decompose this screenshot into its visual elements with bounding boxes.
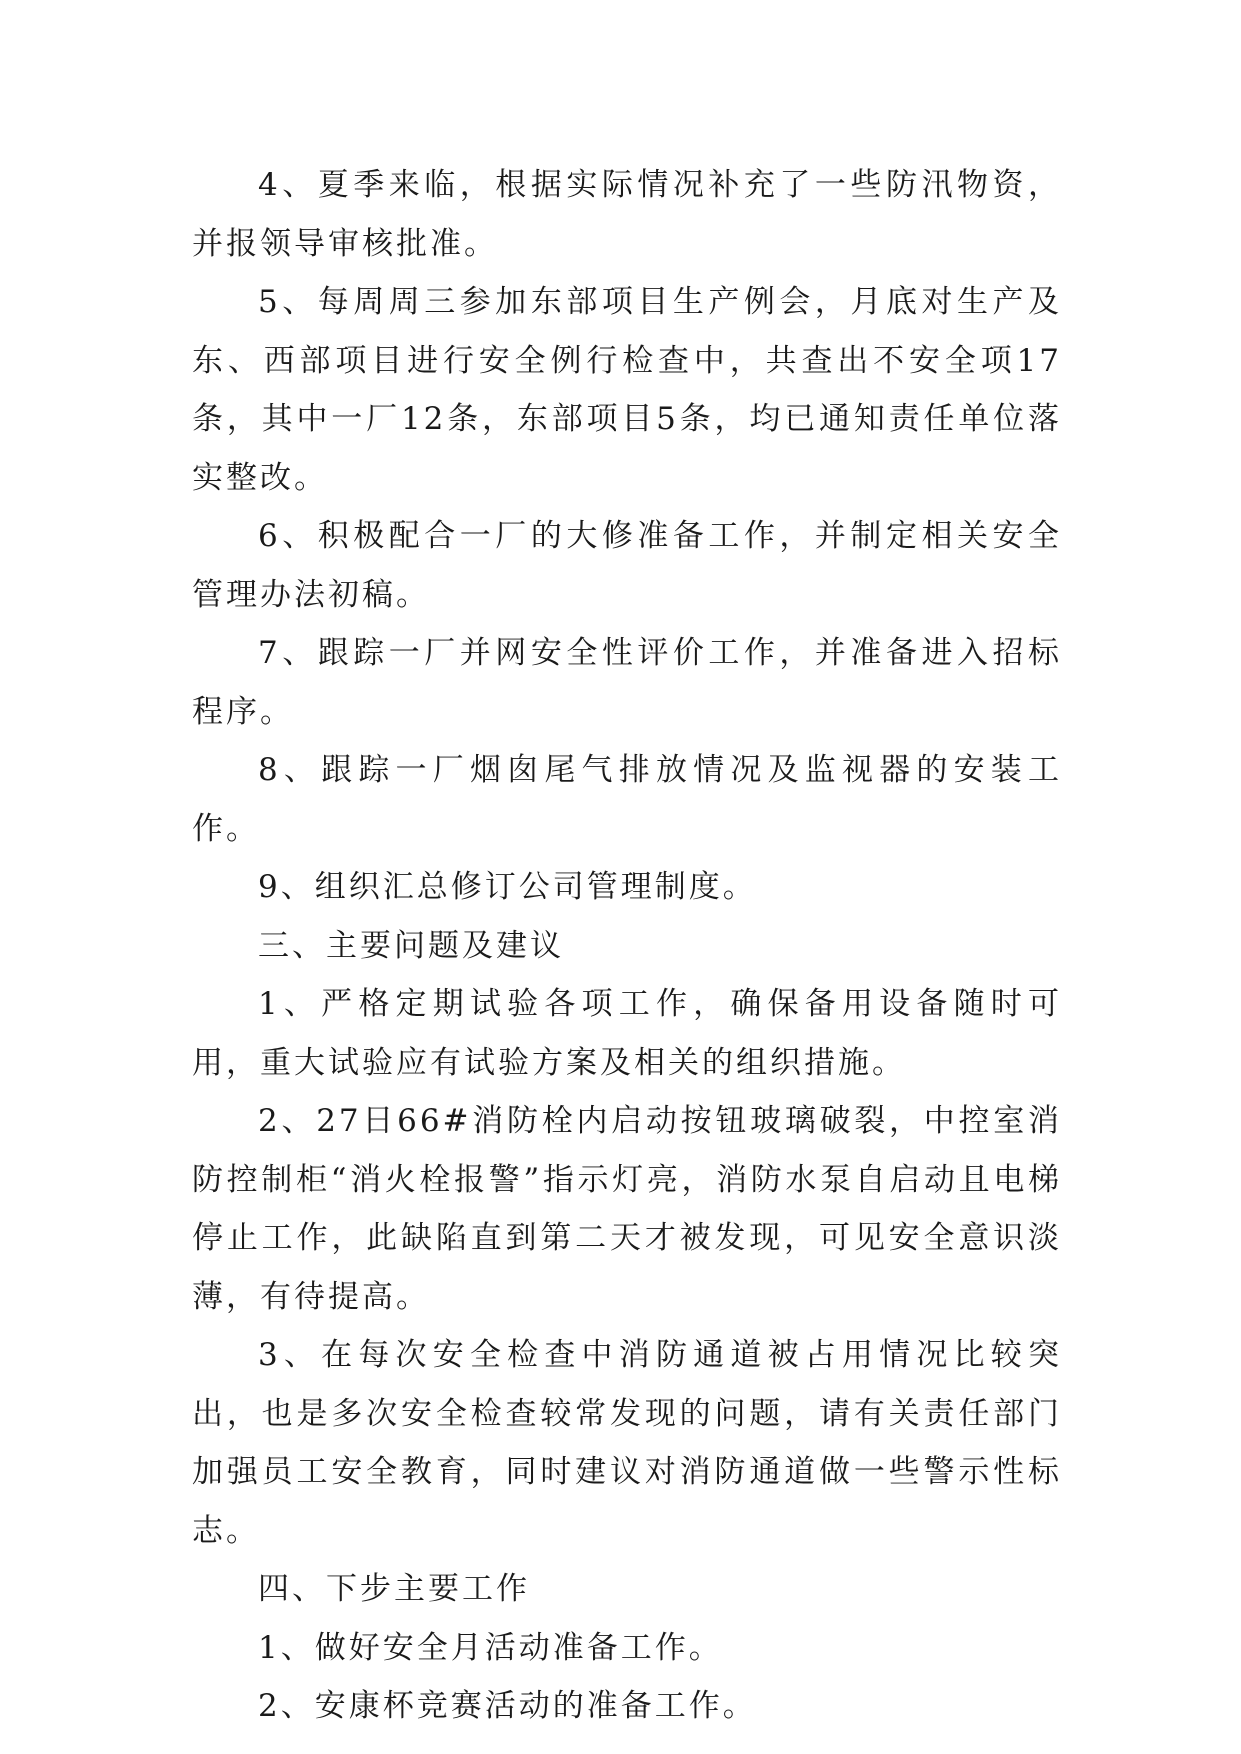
problem-item-2: 2、27日66#消防栓内启动按钮玻璃破裂，中控室消防控制柜“消火栓报警”指示灯亮，消防水泵自启动且电梯停止工作，此缺陷直到第二天才被发现，可见安全意识淡薄，有待提高。 — [192, 1103, 1062, 1315]
paragraph-item-4: 4、夏季来临，根据实际情况补充了一些防汛物资，并报领导审核批准。 — [192, 167, 1062, 262]
paragraph-item-5: 5、每周周三参加东部项目生产例会，月底对生产及东、西部项目进行安全例行检查中，共查出不安全项17条，其中一厂12条，东部项目5条，均已通知责任单位落实整改。 — [192, 284, 1062, 496]
section-heading-problems: 三、主要问题及建议 — [258, 927, 564, 964]
section-heading-next-steps: 四、下步主要工作 — [258, 1571, 530, 1607]
paragraph-item-9: 9、组织汇总修订公司管理制度。 — [258, 869, 757, 905]
problem-item-3: 3、在每次安全检查中消防通道被占用情况比较突出，也是多次安全检查较常发现的问题，请有关责任部门加强员工安全教育，同时建议对消防通道做一些警示性标志。 — [192, 1337, 1062, 1549]
next-step-item-2: 2、安康杯竞赛活动的准备工作。 — [258, 1688, 757, 1724]
paragraph-item-7: 7、跟踪一厂并网安全性评价工作，并准备进入招标程序。 — [192, 635, 1062, 730]
paragraph-item-8: 8、跟踪一厂烟囱尾气排放情况及监视器的安装工作。 — [192, 752, 1062, 847]
problem-item-1: 1、严格定期试验各项工作，确保备用设备随时可用，重大试验应有试验方案及相关的组织措施。 — [192, 986, 1062, 1081]
paragraph-item-6: 6、积极配合一厂的大修准备工作，并制定相关安全管理办法初稿。 — [192, 518, 1062, 613]
document-body — [192, 156, 1062, 1736]
next-step-item-1: 1、做好安全月活动准备工作。 — [258, 1629, 723, 1666]
